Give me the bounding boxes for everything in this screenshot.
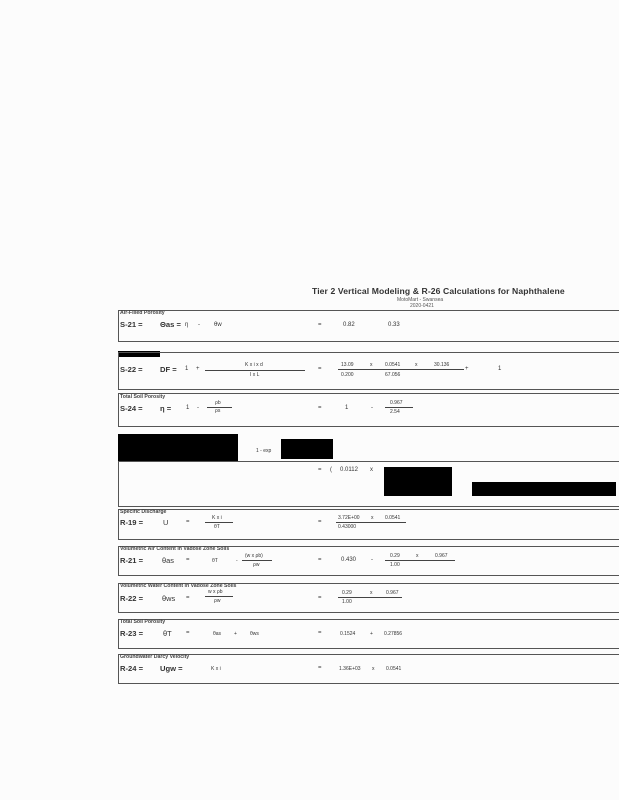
r19-section [118, 509, 619, 540]
equals-sign: = [318, 665, 322, 671]
equals-sign: = [318, 467, 322, 473]
equation-lhs: U [163, 518, 169, 527]
equals-sign: = [186, 630, 190, 636]
value: 13.09 [341, 362, 354, 368]
operator-plus: + [465, 366, 469, 372]
symbol-eta: η [185, 322, 189, 328]
fraction-denominator: ρw [253, 562, 260, 568]
operator-plus: + [234, 631, 237, 637]
value: 0.967 [390, 400, 403, 406]
fraction-numerator: ρb [215, 400, 221, 406]
equation-rhs: K x i [211, 666, 221, 672]
fraction-denominator: ρs [215, 408, 221, 414]
operator-times: x [370, 362, 373, 368]
redaction-bar [384, 467, 452, 496]
symbol-theta-w: θw [214, 322, 222, 328]
equation-lhs: θT [163, 629, 172, 638]
fraction-bar [242, 560, 272, 561]
symbol-theta-t: θT [212, 558, 218, 564]
value: 30.136 [434, 362, 450, 368]
equation-lhs: η = [160, 404, 172, 413]
fraction-denominator: ρw [214, 598, 221, 604]
constant-one: 1 [185, 366, 189, 372]
equals-sign: = [318, 519, 322, 525]
equals-sign: = [318, 630, 322, 636]
equation-lhs: Θas = [160, 320, 181, 329]
fraction-numerator: K x i [212, 515, 222, 521]
value: 0.27856 [384, 631, 403, 637]
operator-minus: - [236, 558, 238, 564]
value: 67.056 [385, 372, 401, 378]
value: 0.967 [435, 553, 448, 559]
constant-one: 1 [186, 405, 190, 411]
redaction-bar [472, 482, 616, 496]
value: 0.33 [388, 322, 400, 328]
term: θws [250, 631, 259, 637]
equals-sign: = [186, 557, 190, 563]
operator-times: x [372, 666, 375, 672]
value: 0.82 [343, 322, 355, 328]
equation-id: R-23 = [120, 629, 144, 638]
operator-times: x [370, 590, 373, 596]
value: 3.72E+00 [338, 515, 360, 521]
constant-one: 1 [498, 366, 502, 372]
equals-sign: = [318, 405, 322, 411]
fraction-bar [205, 596, 233, 597]
value: 1 [345, 405, 349, 411]
value: 0.29 [390, 553, 400, 559]
value: 0.0541 [385, 362, 401, 368]
equation-id: R-22 = [120, 594, 144, 603]
s22-section [118, 352, 619, 390]
operator-minus: - [198, 322, 200, 328]
s24-section [118, 393, 619, 427]
fraction-bar [385, 560, 455, 561]
report-date: 2020-0421 [410, 303, 434, 309]
section-label: Total Soil Porosity [120, 619, 166, 625]
fraction-bar [205, 370, 305, 371]
equation-id: S-24 = [120, 404, 143, 413]
exp-text: 1 - exp [256, 448, 272, 454]
fraction-bar [336, 522, 406, 523]
equals-sign: = [318, 366, 322, 372]
value: 0.0541 [386, 666, 402, 672]
equals-sign: = [186, 595, 190, 601]
section-label: Specific Discharge [120, 509, 167, 515]
equation-lhs: θas [162, 556, 174, 565]
value: 0.430 [341, 557, 357, 563]
operator-times: x [370, 467, 373, 473]
value: 0.967 [386, 590, 399, 596]
value: 1.36E+03 [339, 666, 361, 672]
equation-id: S-21 = [120, 320, 143, 329]
section-label: Air-Filled Porosity [120, 310, 165, 316]
fraction-numerator: (w x ρb) [245, 553, 263, 559]
equals-sign: = [318, 322, 322, 328]
operator-minus: - [371, 405, 373, 411]
value: 0.29 [342, 590, 352, 596]
fraction-bar [338, 369, 464, 370]
equation-lhs: θws [162, 594, 176, 603]
operator-times: x [415, 362, 418, 368]
operator-minus: - [371, 557, 373, 563]
value: 1.00 [390, 562, 400, 568]
equation-lhs: DF = [160, 365, 177, 374]
redaction-bar [118, 434, 238, 461]
fraction-bar [385, 407, 413, 408]
s21-section [118, 310, 619, 342]
operator-minus: - [197, 405, 199, 411]
operator-times: x [416, 553, 419, 559]
document-title: Tier 2 Vertical Modeling & R-26 Calculations for Naphthalene [312, 286, 565, 296]
fraction-numerator: K x i x d [245, 362, 263, 368]
equals-sign: = [318, 557, 322, 563]
site-name: MotoMart - Swansea [397, 297, 444, 303]
operator-plus: + [370, 631, 373, 637]
value: 2.54 [390, 409, 400, 415]
value: 0.43000 [338, 524, 357, 530]
fraction-denominator: I x L [250, 372, 260, 378]
value: 1.00 [342, 599, 352, 605]
r24-section [118, 654, 619, 684]
value: 0.0112 [340, 467, 358, 473]
value: 0.1524 [340, 631, 356, 637]
fraction-numerator: w x ρb [208, 589, 223, 595]
section-label: Volumetric Water Content in Vadose Zone Soils [120, 583, 237, 589]
equals-sign: = [186, 519, 190, 525]
r23-section [118, 619, 619, 649]
equation-id: R-19 = [120, 518, 144, 527]
section-label: Groundwater Darcy Velocity [120, 654, 190, 660]
term: θas [213, 631, 222, 637]
equation-id: S-22 = [120, 365, 143, 374]
fraction-denominator: θT [214, 524, 220, 530]
operator-times: x [371, 515, 374, 521]
section-label: Total Soil Porosity [120, 394, 166, 400]
equals-sign: = [318, 595, 322, 601]
equation-id: R-24 = [120, 664, 144, 673]
redaction-bar [281, 439, 333, 459]
fraction-bar [205, 522, 233, 523]
value: 0.0541 [385, 515, 401, 521]
operator-plus: + [196, 366, 200, 372]
section-label: Volumetric Air Content in Vadose Zone Soils [120, 546, 230, 552]
value: 0.200 [341, 372, 354, 378]
fraction-bar [338, 597, 402, 598]
equation-lhs: Ugw = [160, 664, 183, 673]
paren: ( [330, 467, 332, 473]
equation-id: R-21 = [120, 556, 144, 565]
